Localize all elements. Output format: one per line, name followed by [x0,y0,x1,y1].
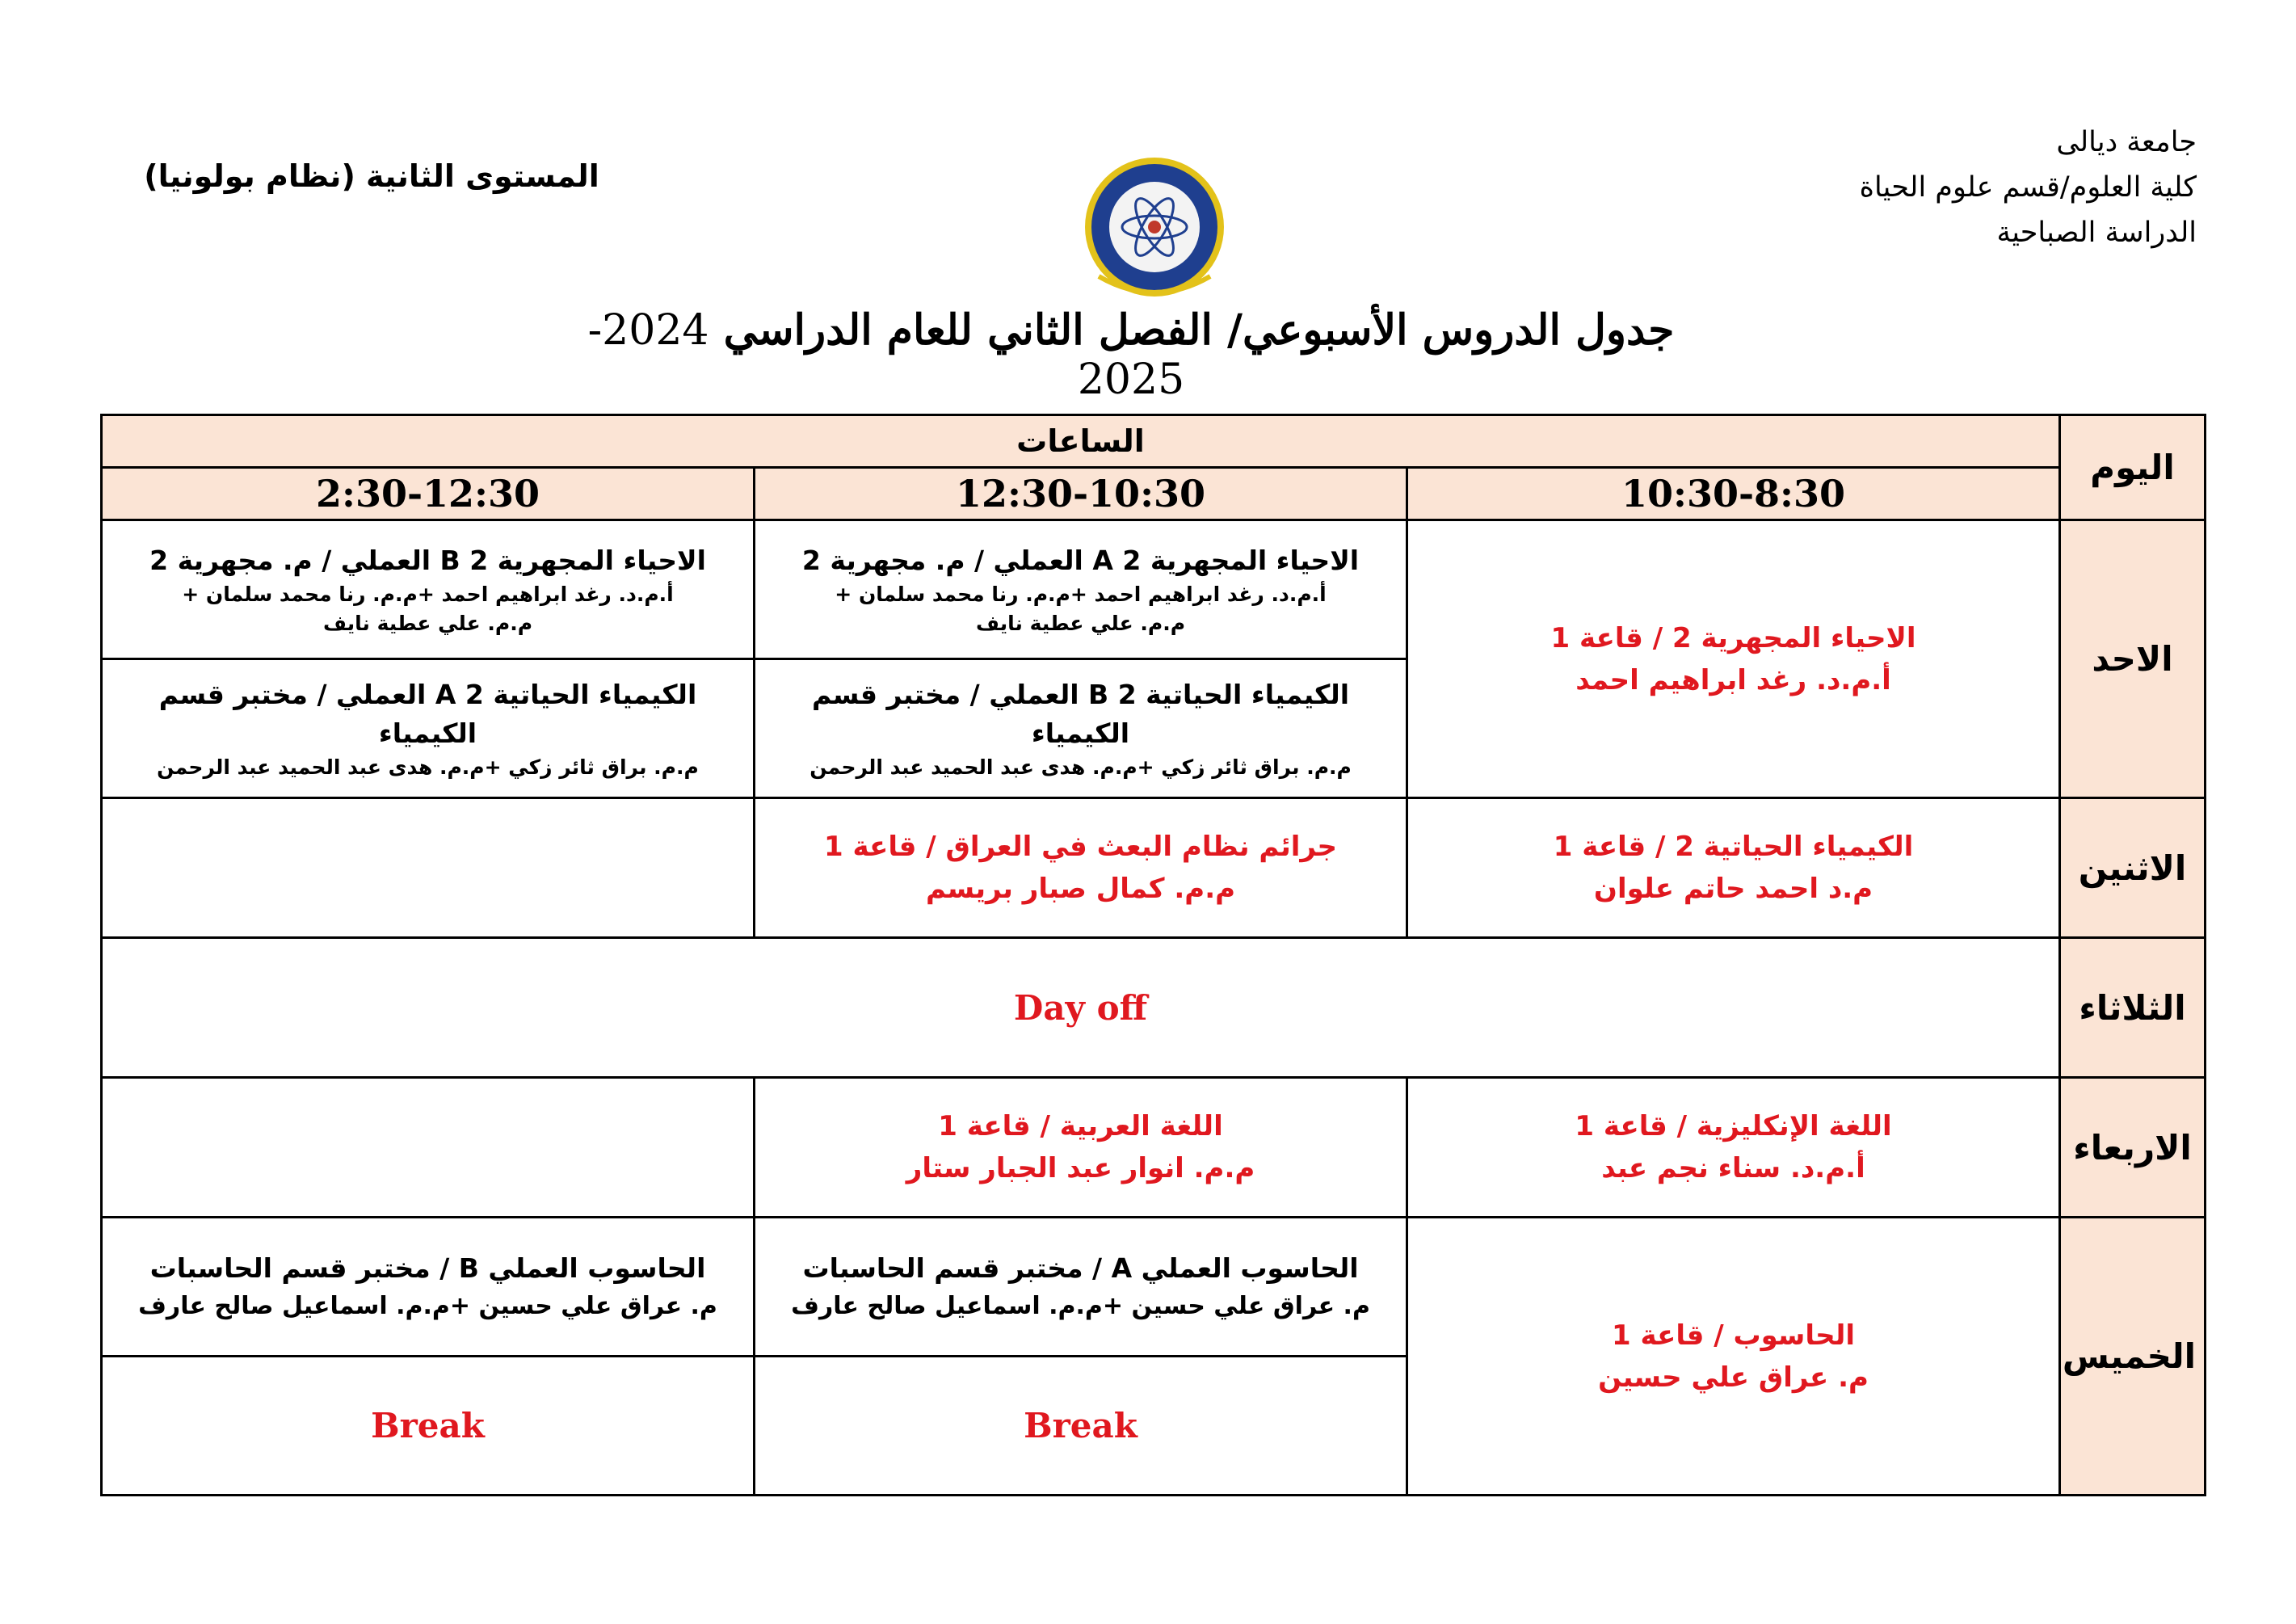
thursday-slot-2-a [755,1218,1407,1357]
sunday-slot-2-b-title: الكيمياء الحياتية 2 B العملي / مختبر قسم الكيمياء [811,678,1350,749]
monday-slot-2-teacher: م.م. كمال صبار بريسم [926,873,1236,905]
wednesday-slot-3-empty [102,1078,755,1218]
title-text: جدول الدروس الأسبوعي/ الفصل الثاني للعام الدراسي [723,305,1675,355]
institution-block [1712,120,2197,255]
table-row-tuesday [102,938,2206,1078]
thursday-slot-3-a-teachers: م. عراق علي حسين +م.م. اسماعيل صالح عارف [138,1291,717,1320]
thursday-slot-3-break: Break [102,1357,755,1496]
wednesday-slot-2-teacher: م.م. انوار عبد الجبار ستار [906,1152,1255,1184]
sunday-slot-2-a [755,520,1407,659]
hours-header: الساعات [102,415,2060,468]
level-label: المستوى الثانية (نظام بولونيا) [144,158,599,194]
monday-slot-2-course: جرائم نظام البعث في العراق / قاعة 1 [823,831,1338,863]
thursday-slot-1 [1407,1218,2060,1496]
sunday-slot-2-a-title: الاحياء المجهرية 2 A العملي / م. مجهرية 2 [801,544,1360,576]
day-tuesday: الثلاثاء [2060,938,2206,1078]
thursday-slot-3-a-title: الحاسوب العملي B / مختبر قسم الحاسبات [149,1252,706,1284]
slot-header-row [102,468,2206,520]
table-row-thursday [102,1218,2206,1357]
monday-slot-2 [755,798,1407,938]
university-logo-icon [1083,155,1226,299]
sunday-slot-1-course: الاحياء المجهرية 2 / قاعة 1 [1550,621,1916,654]
thursday-slot-2-break: Break [755,1357,1407,1496]
wednesday-slot-2-course: اللغة العربية / قاعة 1 [938,1110,1223,1142]
sunday-slot-2-b [755,659,1407,798]
sunday-slot-1-teacher: أ.م.د. رغد ابراهيم احمد [1575,663,1891,696]
slot-header-1: 10:30-8:30 [1407,468,2060,520]
wednesday-slot-1 [1407,1078,2060,1218]
college-name: كلية العلوم/قسم علوم الحياة [1859,171,2197,204]
wednesday-slot-2 [755,1078,1407,1218]
sunday-slot-3-b-title: الكيمياء الحياتية 2 A العملي / مختبر قسم الكيمياء [158,678,697,749]
tuesday-day-off: Day off [102,938,2060,1078]
schedule-table [100,414,2206,1496]
monday-slot-1 [1407,798,2060,938]
wednesday-slot-1-teacher: أ.م.د. سناء نجم عبد [1601,1152,1865,1184]
sunday-slot-2-b-teachers: م.م. براق ثائر زكي +م.م. هدى عبد الحميد عبد الرحمن [809,755,1352,779]
thursday-slot-1-teacher: م. عراق علي حسين [1598,1361,1869,1394]
day-sunday: الاحد [2060,520,2206,798]
monday-slot-1-teacher: م.د احمد حاتم علوان [1593,873,1873,905]
thursday-slot-1-course: الحاسوب / قاعة 1 [1611,1319,1856,1352]
slot-header-2: 12:30-10:30 [755,468,1407,520]
day-monday: الاثنين [2060,798,2206,938]
title-years: 2024- 2025 [587,306,1185,404]
monday-slot-3-empty [102,798,755,938]
table-row-wednesday [102,1078,2206,1218]
wednesday-slot-1-course: اللغة الإنكليزية / قاعة 1 [1575,1110,1892,1142]
sunday-slot-3-b [102,659,755,798]
sunday-slot-3-a-teachers-2: م.م. علي عطية نايف [322,611,533,635]
sunday-slot-3-a [102,520,755,659]
sunday-slot-3-a-teachers: أ.م.د. رغد ابراهيم احمد +م.م. رنا محمد سلمان + [182,582,674,606]
sunday-slot-3-b-teachers: م.م. براق ثائر زكي +م.م. هدى عبد الحميد عبد الرحمن [157,755,699,779]
thursday-slot-2-a-title: الحاسوب العملي A / مختبر قسم الحاسبات [802,1252,1359,1284]
sunday-slot-2-a-teachers-2: م.م. علي عطية نايف [975,611,1186,635]
slot-header-3: 2:30-12:30 [102,468,755,520]
day-column-header: اليوم [2060,415,2206,520]
day-wednesday: الاربعاء [2060,1078,2206,1218]
monday-slot-1-course: الكيمياء الحياتية 2 / قاعة 1 [1553,831,1914,863]
thursday-slot-3-a [102,1218,755,1357]
university-name: جامعة ديالى [2056,126,2197,158]
study-type: الدراسة الصباحية [1996,217,2197,249]
sunday-slot-2-a-teachers: أ.م.د. رغد ابراهيم احمد +م.م. رنا محمد سلمان + [835,582,1327,606]
sunday-slot-3-a-title: الاحياء المجهرية 2 B العملي / م. مجهرية 2 [149,544,706,576]
table-header-row [102,415,2206,468]
table-row-monday [102,798,2206,938]
sunday-slot-1 [1407,520,2060,798]
page-title [566,305,1697,404]
thursday-slot-2-a-teachers: م. عراق علي حسين +م.م. اسماعيل صالح عارف [791,1291,1370,1320]
day-thursday: الخميس [2060,1218,2206,1496]
table-row-sunday [102,520,2206,659]
